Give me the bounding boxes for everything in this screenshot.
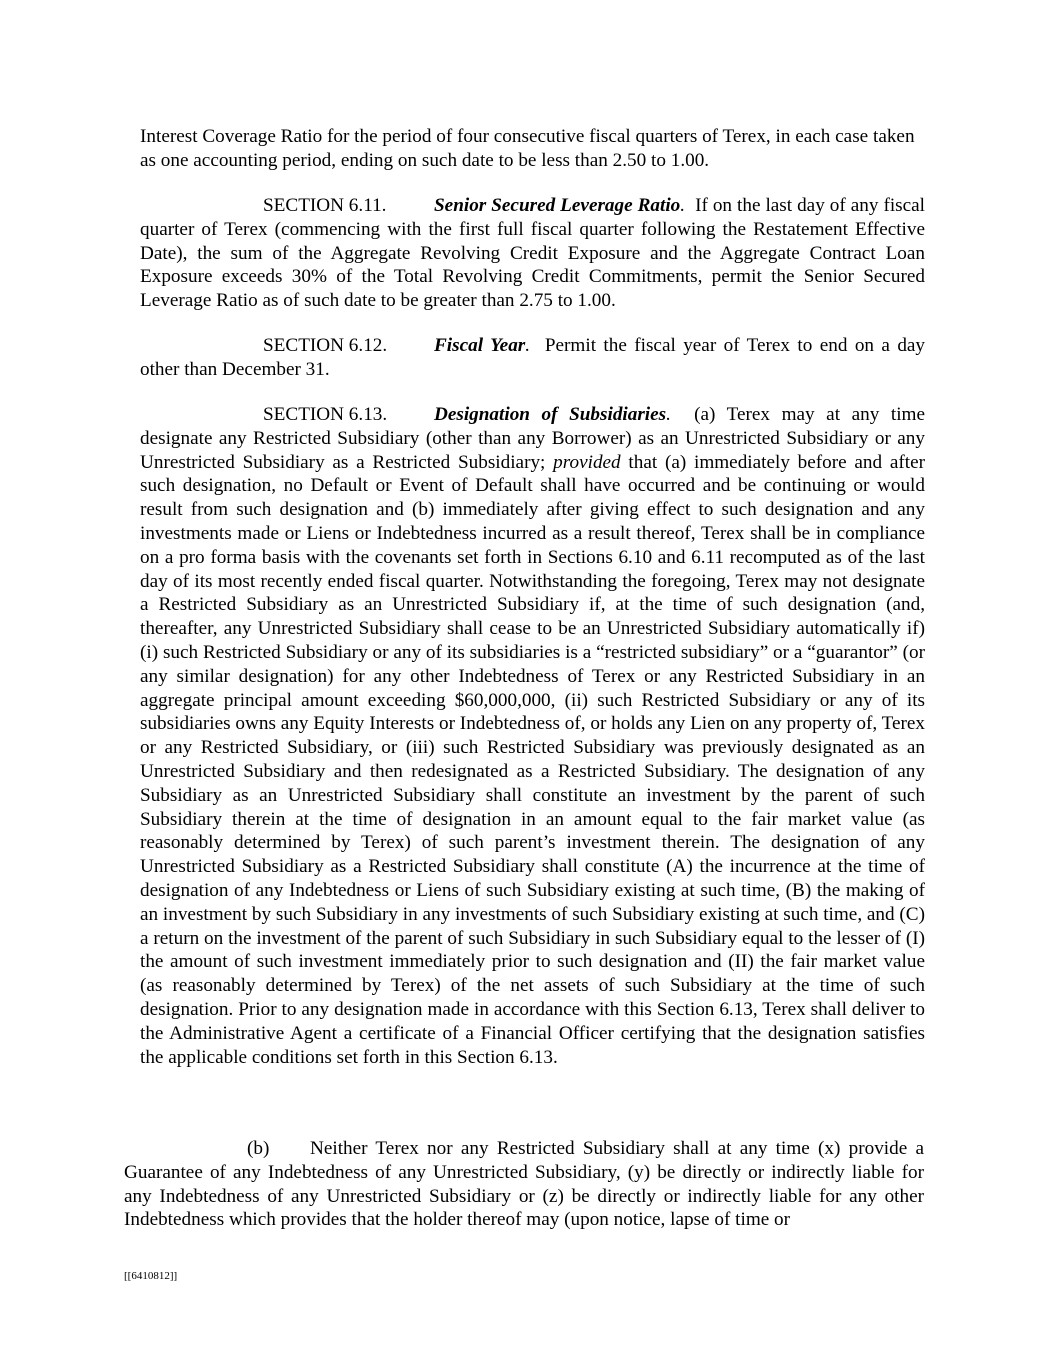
section-6-12: SECTION 6.12. Fiscal Year. Permit the fiscal year of Terex to end on a day other than December 31. xyxy=(140,335,926,380)
document-id-footer: [[6410812]] xyxy=(124,1270,178,1282)
section-number: SECTION 6.13. xyxy=(263,404,388,425)
section-number: SECTION 6.11. xyxy=(263,195,387,216)
section-heading: Designation of Subsidiaries xyxy=(434,404,667,425)
subsection-body: Neither Terex nor any Restricted Subsidiary shall at any time (x) provide a Guarantee of any Indebtedness of any Unrestricted Subsidiary, (y) be directly or indirectly liable for any Indebtedness of any Unrestricted Subsidiary or (z) be directly or indirectly liable for any other Indebtedness which provides that the holder thereof may (upon notice, lapse of time or xyxy=(124,1138,924,1231)
subsection-b xyxy=(124,1137,924,1232)
section-body: If on the last day of any fiscal quarter of Terex (commencing with the first full fiscal quarter following the Restatement Effective Date), the sum of the Aggregate Revolving Credit Exposure and the Aggregate Contract Loan Exposure exceeds 30% of the Total Revolving Credit Commitments, permit the Senior Secured Leverage Ratio as of such date to be greater than 2.75 to 1.00. xyxy=(140,195,926,312)
section-body-b: that (a) immediately before and after such designation, no Default or Event of Default shall have occurred and be continuing or would result from such designation and (b) immediately after giving effect to such designation and any investments made or Liens or Indebtedness incurred as a result thereof, Terex shall be in compliance on a pro forma basis with the covenants set forth in Sections 6.10 and 6.11 recomputed as of the last day of its most recently ended fiscal quarter. Notwithstanding the foregoing, Terex may not designate a Restricted Subsidiary as an Unrestricted Subsidiary if, at the time of such designation (and, thereafter, any Unrestricted Subsidiary shall cease to be an Unrestricted Subsidiary automatically if) (i) such Restricted Subsidiary or any of its subsidiaries is a “restricted subsidiary” or a “guarantor” (or any similar designation) for any other Indebtedness of Terex or any Restricted Subsidiary in an aggregate principal amount exceeding $60,000,000, (ii) such Restricted Subsidiary or any of its subsidiaries owns any Equity Interests or Indebtedness of, or holds any Lien on any property of, Terex or any Restricted Subsidiary, or (iii) such Restricted Subsidiary was previously designated as an Unrestricted Subsidiary and then redesignated as a Restricted Subsidiary. The designation of any Subsidiary as an Unrestricted Subsidiary shall constitute an investment by the parent of such Subsidiary therein at the time of designation in an amount equal to the fair market value (as reasonably determined by Terex) of such parent’s investment therein. The designation of any Unrestricted Subsidiary as a Restricted Subsidiary shall constitute (A) the incurrence at the time of designation of any Indebtedness or Liens of such Subsidiary existing at such time, (B) the making of an investment by such Subsidiary in any investments of such Subsidiary existing at such time, and (C) a return on the investment of the parent of such Subsidiary in such Subsidiary equal to the lesser of (I) the amount of such investment immediately prior to such designation and (II) the fair market value (as reasonably determined by Terex) of the net assets of such Subsidiary at the time of such designation. Prior to any designation made in accordance with this Section 6.13, Terex shall deliver to the Administrative Agent a certificate of a Financial Officer certifying that the designation satisfies the applicable conditions set forth in this Section 6.13. xyxy=(140,451,926,1068)
section-6-13: SECTION 6.13. Designation of Subsidiaries. (a) Terex may at any time designate any Restricted Subsidiary (other than any Borrower) as an Unrestricted Subsidiary or any Unrestricted Subsidiary as a Restricted Subsidiary; provided that (a) immediately before and after such designation, no Default or Event of Default shall have occurred and be continuing or would result from such designation and (b) immediately after giving effect to such designation and any investments made or Liens or Indebtedness incurred as a result thereof, Terex shall be in compliance on a pro forma basis with the covenants set forth in Sections 6.10 and 6.11 recomputed as of the last day of its most recently ended fiscal quarter. Notwithstanding the foregoing, Terex may not designate a Restricted Subsidiary as an Unrestricted Subsidiary if, at the time of such designation (and, thereafter, any Unrestricted Subsidiary shall cease to be an Unrestricted Subsidiary automatically if) (i) such Restricted Subsidiary or any of its subsidiaries is a “restricted subsidiary” or a “guarantor” (or any similar designation) for any other Indebtedness of Terex or any Restricted Subsidiary in an aggregate principal amount exceeding $60,000,000, (ii) such Restricted Subsidiary or any of its subsidiaries owns any Equity Interests or Indebtedness of, or holds any Lien on any property of, Terex or any Restricted Subsidiary, or (iii) such Restricted Subsidiary was previously designated as an Unrestricted Subsidiary and then redesignated as a Restricted Subsidiary. The designation of any Subsidiary as an Unrestricted Subsidiary shall constitute an investment by the parent of such Subsidiary therein at the time of designation in an amount equal to the fair market value (as reasonably determined by Terex) of such parent’s investment therein. The designation of any Unrestricted Subsidiary as a Restricted Subsidiary shall constitute (A) the incurrence at the time of designation of any Indebtedness or Liens of such Subsidiary existing at such time, (B) the making of an investment by such Subsidiary in any investments of such Subsidiary existing at such time, and (C) a return on the investment of the parent of such Subsidiary in such Subsidiary equal to the lesser of (I) the amount of such investment immediately prior to such designation and (II) the fair market value (as reasonably determined by Terex) of the net assets of such Subsidiary at the time of such designation. Prior to any designation made in accordance with this Section 6.13, Terex shall deliver to the Administrative Agent a certificate of a Financial Officer certifying that the designation satisfies the applicable conditions set forth in this Section 6.13. xyxy=(140,404,926,1068)
section-body: Permit the fiscal year of Terex to end on a day other than December 31. xyxy=(140,335,926,380)
section-6-11: SECTION 6.11. Senior Secured Leverage Ratio. If on the last day of any fiscal quarter of Terex (commencing with the first full fiscal quarter following the Restatement Effective Date), the sum of the Aggregate Revolving Credit Exposure and the Aggregate Contract Loan Exposure exceeds 30% of the Total Revolving Credit Commitments, permit the Senior Secured Leverage Ratio as of such date to be greater than 2.75 to 1.00. xyxy=(140,195,926,312)
section-heading: Senior Secured Leverage Ratio xyxy=(434,195,681,216)
section-number: SECTION 6.12. xyxy=(263,335,388,356)
provided-term: provided xyxy=(553,451,621,473)
section-body-a: (a) Terex may at any time designate any Restricted Subsidiary (other than any Borrower) as an Unrestricted Subsidiary or any Unrestricted Subsidiary as a Restricted Subsidiary; xyxy=(140,404,925,473)
subsection-label: (b) xyxy=(247,1138,270,1159)
paragraph-interest-coverage-continuation: Interest Coverage Ratio for the period of four consecutive fiscal quarters of Terex, in each case taken as one accounting period, ending on such date to be less than 2.50 to 1.00. xyxy=(140,126,915,171)
section-heading: Fiscal Year xyxy=(434,335,526,356)
